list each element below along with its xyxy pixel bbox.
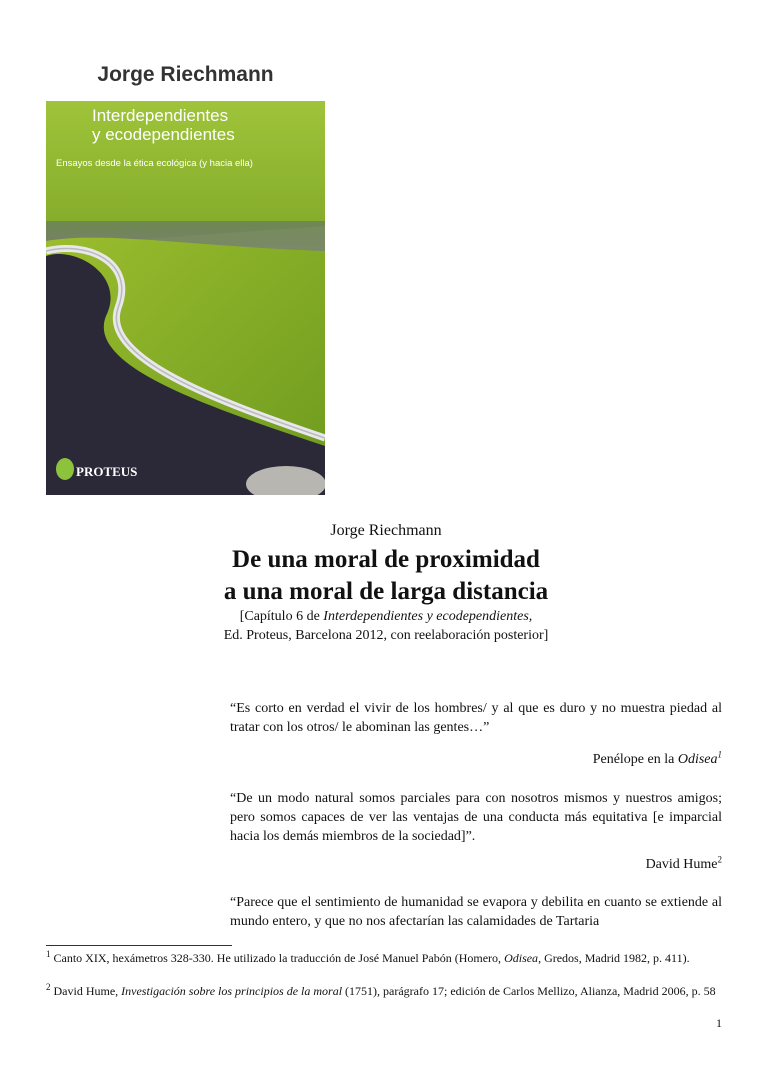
attribution-1-text: Penélope en la xyxy=(592,752,678,767)
article-author: Jorge Riechmann xyxy=(330,522,442,539)
attribution-2-text: David Hume xyxy=(645,857,718,872)
footnote-2-italic: Investigación sobre los principios de la moral xyxy=(121,984,343,998)
cover-title-line2: y ecodependientes xyxy=(92,125,235,144)
footnote-1-italic: Odisea xyxy=(504,951,539,965)
book-cover-image xyxy=(46,46,325,495)
footnote-2 xyxy=(46,983,722,999)
publisher-logo-icon xyxy=(56,458,74,480)
article-title-line1: De una moral de proximidad xyxy=(232,546,540,573)
footnote-2-pre: David Hume, xyxy=(50,984,122,998)
page-number: 1 xyxy=(716,1016,722,1030)
source-book-title: Interdependientes y ecodependientes, xyxy=(323,609,533,624)
cover-title xyxy=(92,106,312,144)
footnote-divider xyxy=(46,945,232,946)
epigraph-quote-3: “Parece que el sentimiento de humanidad se evapora y debilita en cuanto se extiende al mundo entero, y que no nos afectarían las calamidades de Tartaria xyxy=(230,895,722,929)
footnote-2-post: (1751), parágrafo 17; edición de Carlos Mellizo, Alianza, Madrid 2006, p. 58 xyxy=(342,984,716,998)
footnote-ref-2[interactable]: 2 xyxy=(717,854,722,865)
source-line2: Ed. Proteus, Barcelona 2012, con reelaboración posterior] xyxy=(223,628,549,643)
epigraph-quote-1: “Es corto en verdad el vivir de los hombres/ y al que es duro y no muestra piedad al tratar con los otros/ le abominan las gentes…” xyxy=(230,701,722,735)
cover-publisher: PROTEUS xyxy=(76,464,138,479)
footnote-1-number: 1 xyxy=(46,949,51,959)
epigraph-attribution-1 xyxy=(592,749,722,768)
cover-title-line1: Interdependientes xyxy=(92,106,229,125)
article-title-line2: a una moral de larga distancia xyxy=(223,578,549,605)
epigraph-quote-2: “De un modo natural somos parciales para con nosotros mismos y nuestros amigos; pero somos capaces de ver las ventajas de una conducta más equitativa [e imparcial hacia los demás miembros de la sociedad]”. xyxy=(230,791,722,844)
footnote-ref-1[interactable]: 1 xyxy=(717,749,722,760)
footnote-1-pre: Canto XIX, hexámetros 328-330. He utilizado la traducción de José Manuel Pabón (Homero, xyxy=(50,951,505,965)
epigraph-attribution-2 xyxy=(645,854,722,873)
attribution-1-work: Odisea xyxy=(677,752,718,767)
cover-author: Jorge Riechmann xyxy=(46,46,325,101)
cover-subtitle: Ensayos desde la ética ecológica (y hacia ella) xyxy=(56,158,253,169)
footnote-1-post: , Gredos, Madrid 1982, p. 411). xyxy=(538,951,690,965)
source-line1 xyxy=(196,609,576,625)
footnote-2-number: 2 xyxy=(46,982,51,992)
source-prefix: [Capítulo 6 de xyxy=(239,609,324,624)
footnote-1 xyxy=(46,950,722,966)
